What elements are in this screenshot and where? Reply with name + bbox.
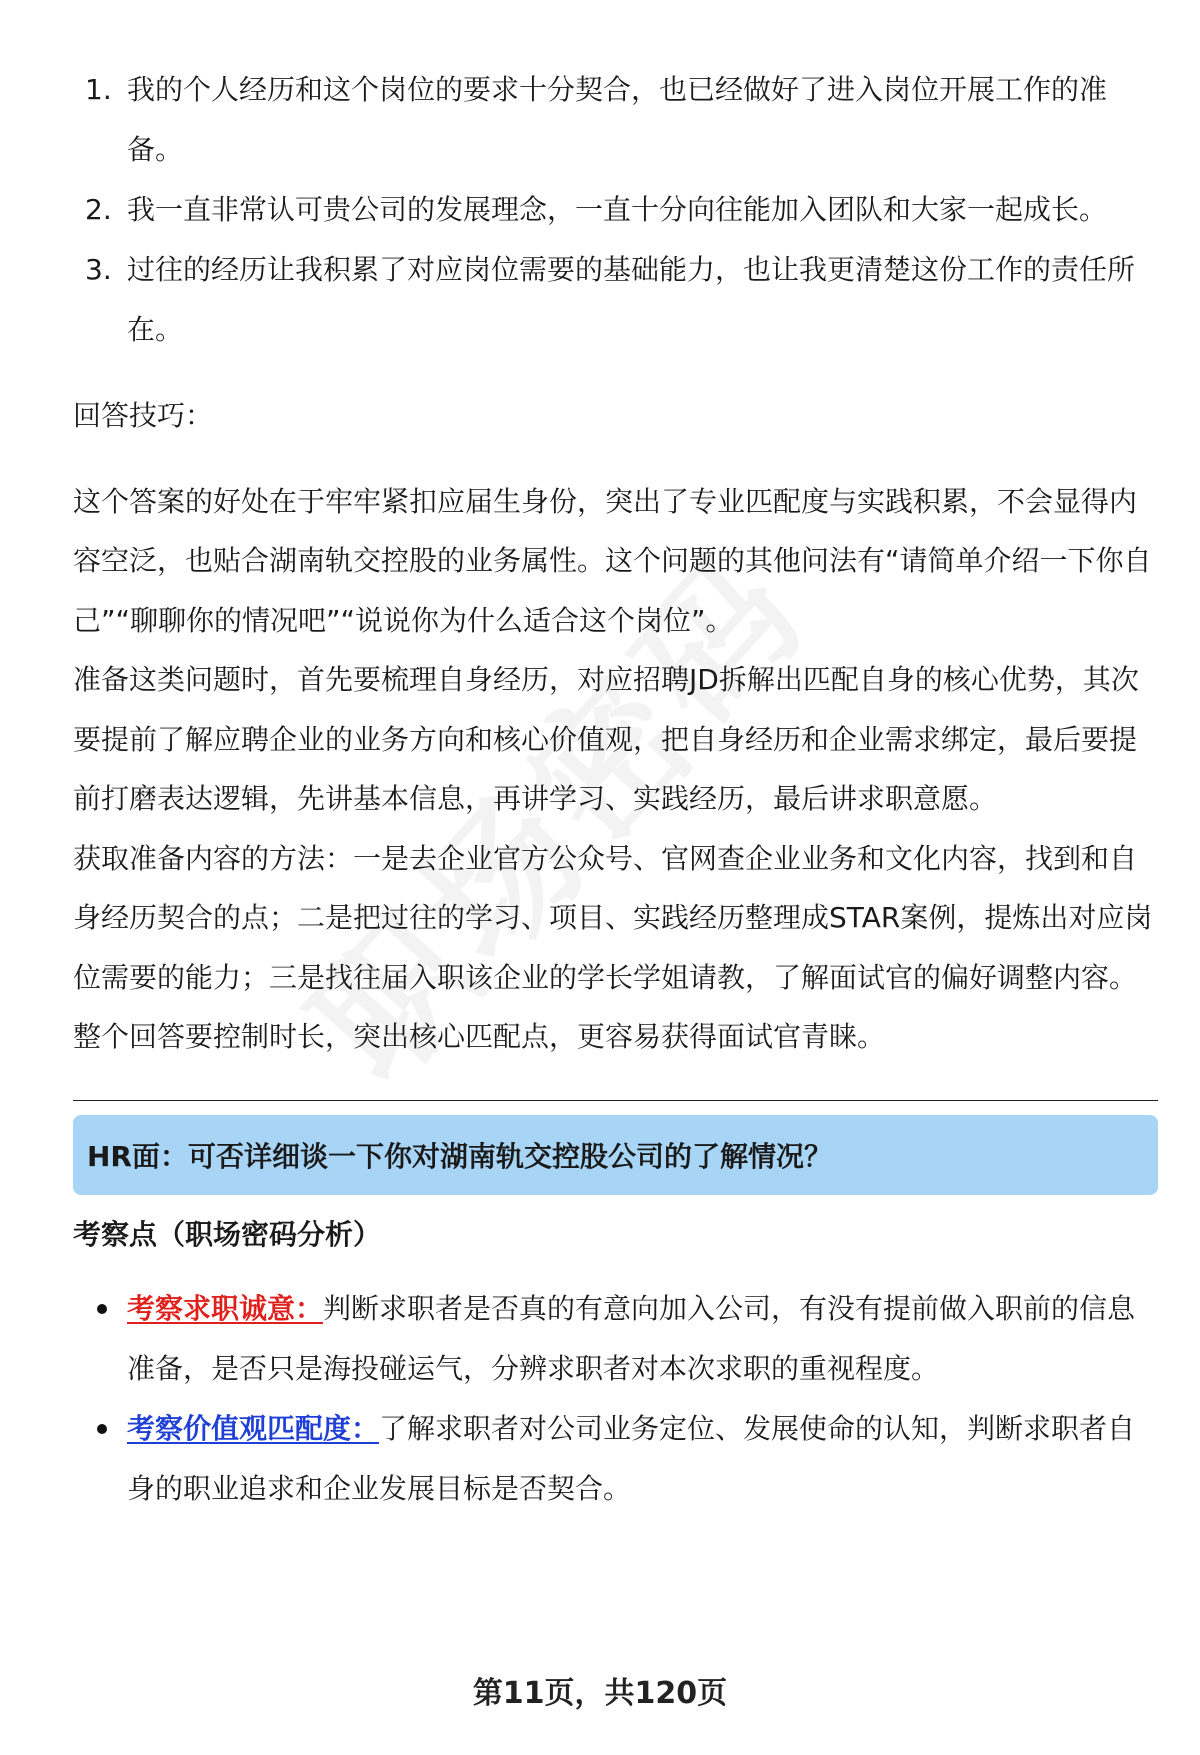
bullet-dot-icon	[97, 1304, 107, 1314]
bullet-label-values: 考察价值观匹配度：	[127, 1411, 380, 1445]
hr-question: HR面：可否详细谈一下你对湖南轨交控股公司的了解情况？	[87, 1139, 832, 1173]
list-item	[73, 180, 1158, 240]
paragraph: 获取准备内容的方法：一是去企业官方公众号、官网查企业业务和文化内容，找到和自身经历契合的点；二是把过往的学习、项目、实践经历整理成STAR案例，提炼出对应岗位需要的能力；三是找往届入职该企业的学长学姐请教，了解面试官的偏好调整内容。整个回答要控制时长，突出核心匹配点，更容易获得面试官青睐。	[73, 841, 1153, 1053]
bullet-text: 了解求职者对公司业务定位、发展使命的认知，判断求职者自身的职业追求和企业发展目标是否契合。	[127, 1411, 1136, 1505]
section-title: 考察点（职场密码分析）	[73, 1217, 382, 1251]
bullet-dot-icon	[97, 1424, 107, 1434]
bullet-item	[73, 1399, 1158, 1519]
list-item	[73, 60, 1158, 180]
page-content	[73, 60, 1158, 1519]
list-number: 3.	[85, 253, 112, 286]
list-number: 1.	[85, 73, 112, 106]
bullet-label-sincerity: 考察求职诚意：	[127, 1291, 324, 1325]
list-text: 过往的经历让我积累了对应岗位需要的基础能力，也让我更清楚这份工作的责任所在。	[127, 253, 1136, 346]
tips-label: 回答技巧：	[73, 399, 214, 432]
hr-question-box	[73, 1115, 1158, 1195]
bullet-text: 判断求职者是否真的有意向加入公司，有没有提前做入职前的信息准备，是否只是海投碰运气，分辨求职者对本次求职的重视程度。	[127, 1291, 1136, 1385]
list-item	[73, 240, 1158, 360]
numbered-list	[73, 60, 1158, 360]
list-text: 我的个人经历和这个岗位的要求十分契合，也已经做好了进入岗位开展工作的准备。	[127, 73, 1108, 166]
list-text: 我一直非常认可贵公司的发展理念，一直十分向往能加入团队和大家一起成长。	[127, 193, 1108, 226]
bullet-item	[73, 1279, 1158, 1399]
paragraph: 准备这类问题时，首先要梳理自身经历，对应招聘JD拆解出匹配自身的核心优势，其次要提前了解应聘企业的业务方向和核心价值观，把自身经历和企业需求绑定，最后要提前打磨表达逻辑，先讲基本信息，再讲学习、实践经历，最后讲求职意愿。	[73, 663, 1139, 815]
bullet-list	[73, 1279, 1158, 1519]
divider	[73, 1100, 1158, 1101]
list-number: 2.	[85, 193, 112, 226]
paragraph: 这个答案的好处在于牢牢紧扣应届生身份，突出了专业匹配度与实践积累，不会显得内容空泛，也贴合湖南轨交控股的业务属性。这个问题的其他问法有“请简单介绍一下你自己”“聊聊你的情况吧”“说说你为什么适合这个岗位”。	[73, 484, 1152, 637]
page-footer: 第11页，共120页	[472, 1676, 728, 1711]
